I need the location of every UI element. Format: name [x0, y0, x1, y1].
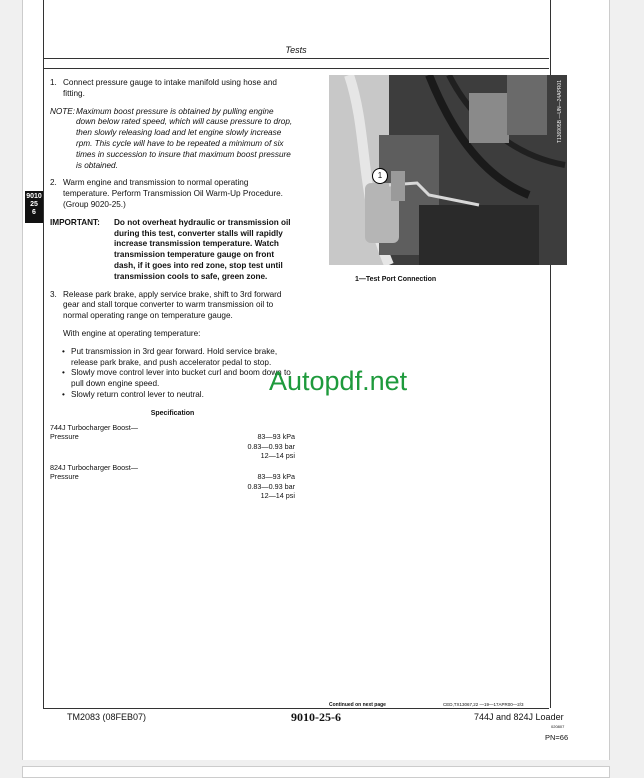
content-top-rule	[43, 68, 549, 69]
footer-pn: PN=66	[545, 733, 569, 742]
document-code: CED,TX13067,22 —19—17APR00—2/3	[443, 702, 524, 707]
section-tab-line: 9010	[26, 193, 42, 200]
section-tab	[25, 191, 43, 223]
figure-id: T136905B —UN—24APR01	[557, 80, 563, 144]
section-tab-line: 25	[30, 201, 38, 208]
next-page-edge	[22, 766, 610, 778]
step-3: 3. Release park brake, apply service brake, shift to 3rd forward gear and stall torque converter to warm transmission oil to normal operating range on temperature gauge.	[50, 289, 282, 321]
bullet-list	[50, 347, 295, 401]
step-1: 1. Connect pressure gauge to intake manifold using hose and fitting.	[50, 78, 277, 98]
section-tab-line: 6	[32, 209, 36, 216]
footer-manual-id: TM2083 (08FEB07)	[67, 712, 147, 722]
list-item: • Slowly return control lever to neutral.	[62, 389, 204, 399]
figure-caption: 1—Test Port Connection	[355, 276, 437, 283]
callout-1: 1	[372, 168, 388, 184]
spec-item: 824J Turbocharger Boost— Pressure 83—93 kPa 0.83—0.93 bar 12—14 psi	[50, 462, 295, 501]
engine-photo-illustration	[329, 75, 567, 265]
engine-photo	[329, 75, 567, 265]
important-block: IMPORTANT: Do not overheat hydraulic or transmission oil during this test, converter stalls will rapidly increase transmission temperature. Watch transmission temperature gauge on front dash, if it goes into red zone, stop test until transmission cools to safe, green zone.	[50, 217, 291, 281]
footer-product: 744J and 824J Loader	[474, 712, 564, 722]
specification-table	[50, 423, 295, 501]
list-item: • Slowly move control lever into bucket curl and boom down to pull down engine speed.	[62, 368, 291, 389]
specification-title: Specification	[150, 409, 195, 417]
content-bottom-rule	[43, 708, 549, 709]
page-header-title: Tests	[285, 45, 307, 55]
step-2: 2. Warm engine and transmission to normal operating temperature. Perform Transmission Oil Warm-Up Procedure. (Group 9020-25.)	[50, 178, 283, 209]
with-engine-text: With engine at operating temperature:	[63, 328, 201, 338]
list-item: • Put transmission in 3rd gear forward. Hold service brake, release park brake, and push accelerator pedal to stop.	[62, 346, 278, 367]
spec-item: 744J Turbocharger Boost— Pressure 83—93 kPa 0.83—0.93 bar 12—14 psi	[50, 422, 295, 461]
header-divider	[43, 58, 549, 59]
watermark: Autopdf.net	[269, 366, 408, 396]
footer-small-code: 020807	[551, 724, 565, 729]
procedure-text	[50, 78, 295, 501]
note-block: NOTE: Maximum boost pressure is obtained by pulling engine down below rated speed, which will cause pressure to drop, then slowly releasing load and let engine slowly increase rpm. This cycle will have to be repeated a minimum of six times in succession to insure that maximum boost pressure is obtained.	[50, 106, 293, 170]
manual-page	[22, 0, 610, 760]
continued-note: Continued on next page	[329, 702, 386, 708]
footer-page-number: 9010-25-6	[291, 710, 341, 724]
